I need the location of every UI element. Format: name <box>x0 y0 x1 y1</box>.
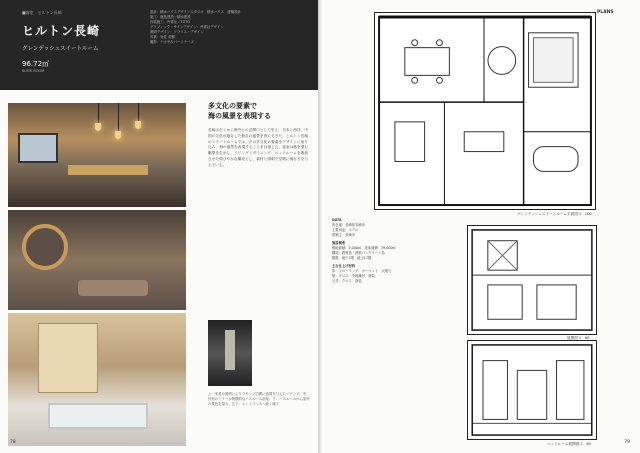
lamp-wire <box>118 103 119 131</box>
spec-location: 所在地：長崎県長崎市 主要用途：ホテル 建築主：長崎市 <box>332 223 365 237</box>
photo-corridor <box>208 320 252 386</box>
plan-b-caption: 展開図 1：60 <box>567 336 590 340</box>
pendant-lamp <box>95 123 101 131</box>
spec-data <box>332 215 460 284</box>
spec-heading: DATA <box>332 218 342 222</box>
spec-facility: 敷地面積：5,000㎡ 延床面積：39,000㎡ 構造：鉄骨造・鉄筋コンクリート造 階数：地下1階 地上17階 <box>332 246 396 260</box>
plan-c-caption: ベッドルーム展開図 1：60 <box>547 442 591 446</box>
header-block <box>0 0 318 90</box>
plans-tag: PLANS <box>597 10 614 15</box>
sofa <box>78 280 148 296</box>
right-page <box>322 0 640 453</box>
plan-a-caption: グレンデッシュスイートルーム平面図 1：100 <box>517 212 592 216</box>
page-number-left: 78 <box>10 440 16 445</box>
page-title: ヒルトン長崎 <box>22 24 101 38</box>
elevation-plan <box>467 225 597 335</box>
photo-lounge <box>8 210 186 310</box>
photo-window <box>18 133 58 163</box>
corridor-light <box>225 330 235 370</box>
spec-heading-facility: 施設概要 <box>332 241 346 245</box>
article-heading: 多文化の要素で 海の風景を表現する <box>208 102 271 120</box>
credits: 設計：積水ハウスデザインスタジオ 積水ハウス 建築設計 施工：鹿島建設／積水建設 内装施工：丹青社／TOTO グラフィック・サインデザイン：丹青社デザイン 照明デザイン：ソラリス・デザイン 写真：岩佐 英樹 撮影：ナカサ＆パートナーズ <box>150 10 241 44</box>
wall-panel <box>38 323 98 393</box>
round-mirror <box>22 224 68 270</box>
page-number-right: 79 <box>624 440 630 445</box>
left-page <box>0 0 318 453</box>
photo-caption: 上：家具や照明によりラウンジ空間に表情を与えたリビング。中：円形のミラーが特徴的なバスルーム前室。下：バスルームから窓外の景色を望む。左下：エントランスへ続く廊下 <box>208 392 310 407</box>
spec-materials: 床：フローリング カーペット 大理石 壁：クロス 突板練付 塗装 天井：クロス 塗装 <box>332 269 392 283</box>
bedroom-elevation <box>467 340 597 440</box>
pendant-lamp <box>115 131 121 139</box>
spec-heading-materials: 主な仕上げ材料 <box>332 264 356 268</box>
section-tag: ■客室 ヒルトン長崎 <box>22 10 62 15</box>
lamp-wire <box>138 103 139 121</box>
room-name: グレンデッシュスイートルーム <box>22 46 99 52</box>
pendant-lamp <box>135 121 141 129</box>
room-area-sub: SUITE ROOM <box>22 69 45 73</box>
room-area: 96.72㎡ <box>22 60 50 68</box>
bathtub <box>48 403 148 429</box>
lamp-wire <box>98 103 99 123</box>
photo-bathroom <box>8 313 186 446</box>
photo-living-room <box>8 103 186 207</box>
floor-plan-main <box>374 12 596 210</box>
article-body: 長崎は古くから海外との玄関口として栄え、日本と西洋、中国の文化が融合した独自の風景を育んできた。ヒルトン長崎のスイートルームでは、その多文化の要素をデザインに取り込み、海の風景を表現することを目指した。客室は港を望む眺望を生かし、リビングとダイニング、ベッドルームを連続させた伸びやかな構成とし、素材と照明で空間に奥行きを与えている。 <box>208 128 308 167</box>
dining-table <box>68 165 148 175</box>
